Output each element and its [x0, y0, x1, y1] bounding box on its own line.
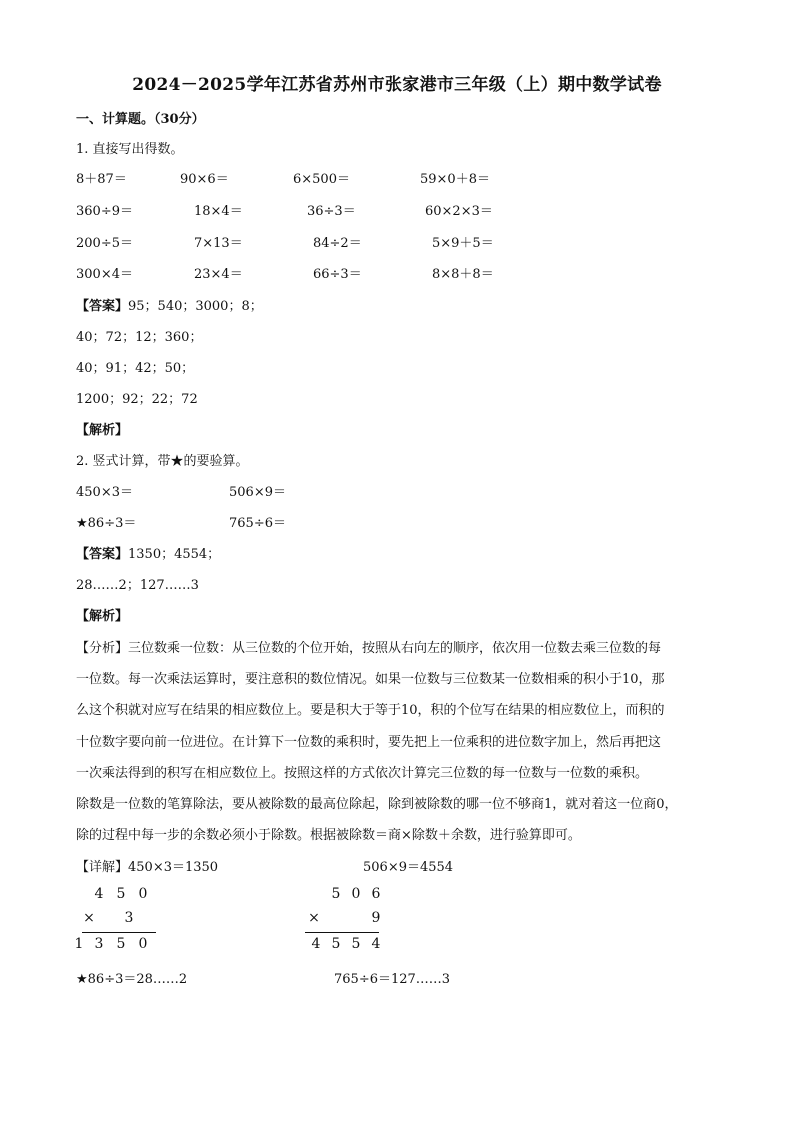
problem-cell: 60×2×3＝: [425, 204, 493, 219]
analysis-text-line: 一位数。每一次乘法运算时，要注意积的数位情况。如果一位数与三位数某一位数相乘的积小于10，那: [76, 672, 665, 687]
answer-text: 1350；4554；: [128, 547, 221, 562]
page-title: 2024－2025学年江苏省苏州市张家港市三年级（上）期中数学试卷: [132, 75, 662, 95]
digit: 1: [74, 936, 84, 952]
problem-cell: 506×9＝: [229, 485, 286, 500]
detail-line: [76, 856, 218, 875]
detail-equation: 506×9＝4554: [363, 860, 454, 875]
problem-cell: 5×9＋5＝: [432, 236, 494, 251]
detail-label: 【详解】: [76, 860, 129, 875]
analysis-text-line: 十位数字要向前一位进位。在计算下一位数的乘积时，要先把上一位乘积的进位数字加上，然后再把这: [76, 735, 662, 750]
problem-cell: 8×8＋8＝: [432, 267, 494, 282]
digit: 4: [94, 886, 104, 902]
digit: 9: [371, 910, 381, 926]
answer-text: 95；540；3000；8；: [128, 299, 263, 314]
answer-line: 40；91；42；50；: [76, 361, 195, 376]
problem-cell: 84÷2＝: [313, 236, 362, 251]
problem-cell: 59×0＋8＝: [420, 172, 490, 187]
question-2-heading: 2. 竖式计算，带★的要验算。: [76, 454, 249, 469]
detail-equation: 450×3＝1350: [128, 860, 219, 875]
problem-cell: ★86÷3＝: [76, 516, 137, 531]
digit: 0: [351, 886, 361, 902]
problem-cell: 23×4＝: [194, 267, 243, 282]
vertical-multiplication-450x3: [74, 886, 160, 966]
analysis-label: 【解析】: [76, 423, 129, 438]
divider-line: [82, 932, 156, 933]
digit: 4: [371, 936, 381, 952]
digit: 5: [351, 936, 361, 952]
problem-cell: 36÷3＝: [307, 204, 356, 219]
problem-cell: 450×3＝: [76, 485, 133, 500]
problem-cell: 7×13＝: [194, 236, 243, 251]
digit: 6: [371, 886, 381, 902]
problem-cell: 765÷6＝: [229, 516, 286, 531]
analysis-text-line: 一次乘法得到的积写在相应数位上。按照这样的方式依次计算完三位数的每一位数与一位数的乘积。: [76, 766, 649, 781]
problem-cell: 360÷9＝: [76, 204, 133, 219]
analysis-text-line: 【分析】三位数乘一位数：从三位数的个位开始，按照从右向左的顺序，依次用一位数去乘三位数的每: [76, 641, 662, 656]
problem-cell: 8＋87＝: [76, 172, 127, 187]
times-sign: ×: [83, 910, 95, 926]
digit: 5: [116, 936, 126, 952]
detail-equation: 765÷6＝127……3: [334, 972, 451, 987]
answer-line: 1200；92；22；72: [76, 392, 198, 407]
digit: 5: [331, 886, 341, 902]
analysis-text-line: 除的过程中每一步的余数必须小于除数。根据被除数＝商×除数＋余数，进行验算即可。: [76, 828, 581, 843]
answer-label: 【答案】: [76, 547, 129, 562]
problem-cell: 90×6＝: [180, 172, 229, 187]
problem-cell: 66÷3＝: [313, 267, 362, 282]
digit: 3: [124, 910, 134, 926]
answer-line: [76, 543, 220, 562]
answer-line: 40；72；12；360；: [76, 330, 203, 345]
problem-cell: 18×4＝: [194, 204, 243, 219]
answer-line: [76, 295, 263, 314]
digit: 5: [116, 886, 126, 902]
divider-line: [305, 932, 379, 933]
problem-cell: 200÷5＝: [76, 236, 133, 251]
section-heading-calculation: 一、计算题。（30分）: [76, 112, 205, 127]
problem-cell: 6×500＝: [293, 172, 350, 187]
digit: 5: [331, 936, 341, 952]
digit: 4: [311, 936, 321, 952]
question-1-heading: 1. 直接写出得数。: [76, 142, 184, 157]
digit: 0: [138, 936, 148, 952]
detail-equation: ★86÷3＝28……2: [76, 972, 188, 987]
answer-line: 28……2；127……3: [76, 578, 199, 593]
problem-cell: 300×4＝: [76, 267, 133, 282]
times-sign: ×: [308, 910, 320, 926]
digit: 3: [94, 936, 104, 952]
answer-label: 【答案】: [76, 299, 129, 314]
analysis-text-line: 除数是一位数的笔算除法，要从被除数的最高位除起，除到被除数的哪一位不够商1，就对着这一位商0，: [76, 797, 678, 812]
digit: 0: [138, 886, 148, 902]
analysis-label: 【解析】: [76, 609, 129, 624]
analysis-text-line: 么这个积就对应写在结果的相应数位上。要是积大于等于10，积的个位写在结果的相应数位上，而积的: [76, 703, 665, 718]
vertical-multiplication-506x9: [305, 886, 385, 966]
